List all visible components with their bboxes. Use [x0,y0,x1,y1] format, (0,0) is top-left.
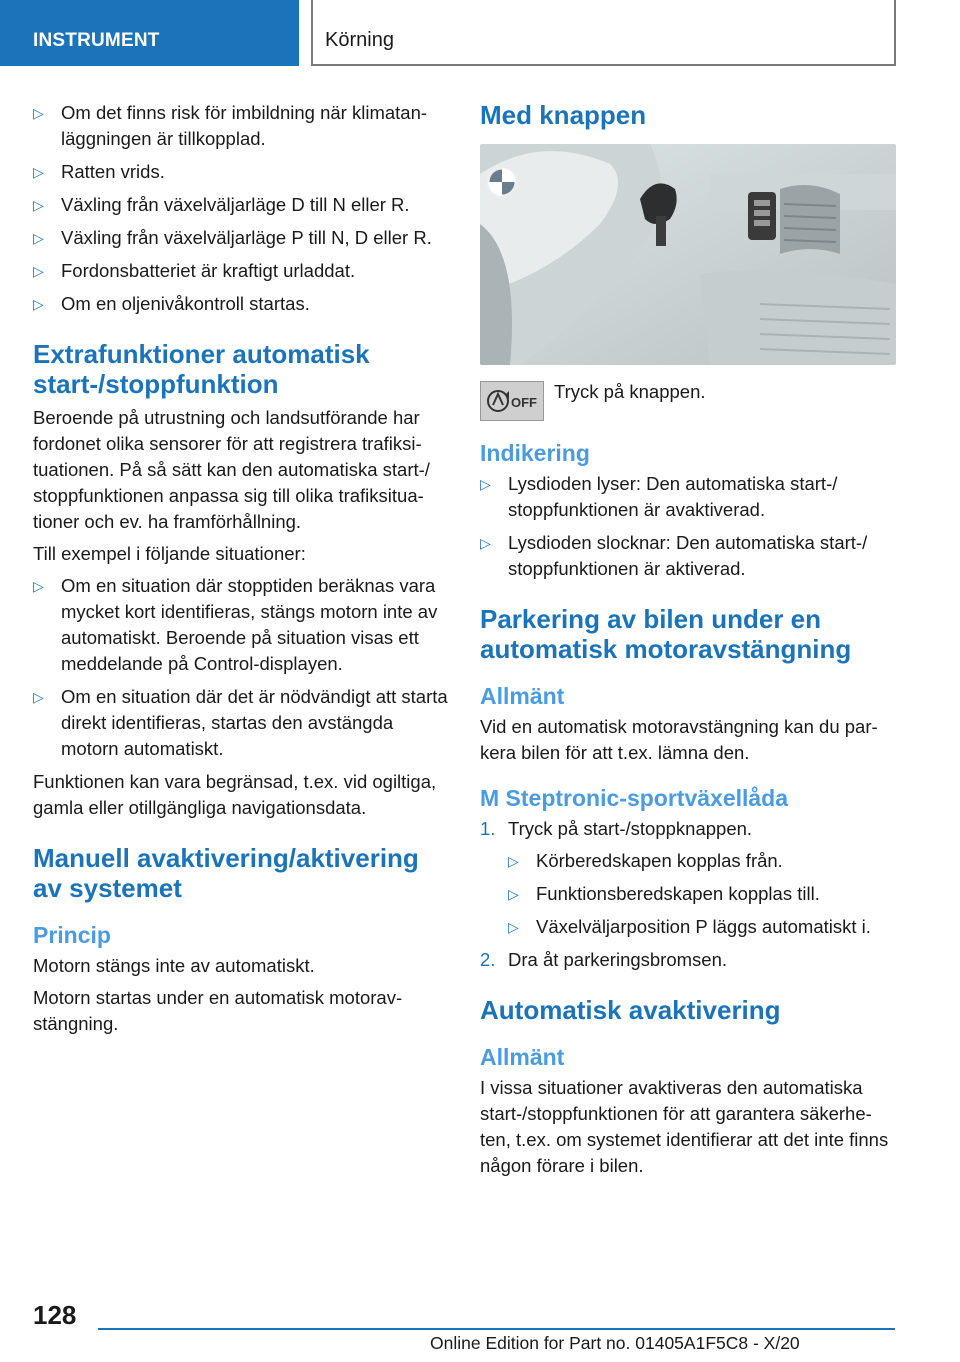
list-item: ▷ Växelväljarposition P läggs automatiskt i. [508,914,896,940]
list-item: ▷ Körberedskapen kopplas från. [508,848,896,874]
dashboard-photo [480,144,896,365]
triangle-bullet-icon: ▷ [33,689,44,705]
auto-start-stop-off-button-icon[interactable] [480,381,544,421]
triangle-bullet-icon: ▷ [33,105,44,121]
paragraph-example: Till exempel i följande situationer: [33,543,306,564]
triangle-bullet-icon: ▷ [33,263,44,279]
list-item: ▷ Växling från växelväljarläge D till N eller R. [33,192,449,218]
footer-divider [98,1328,895,1330]
heading-indikering: Indikering [480,440,590,466]
heading-steptronic: M Steptronic-sportväxellåda [480,785,789,811]
paragraph-princip-1: Motorn stängs inte av automatiskt. [33,955,315,976]
chapter-header [311,0,896,66]
heading-extra-functions: Extrafunktioner automatisk start-/stoppfunktion [33,339,370,399]
triangle-bullet-icon: ▷ [508,886,519,902]
list-item: ▷ Ratten vrids. [33,159,449,185]
paragraph-allmant-2: I vissa situationer avaktiveras den automatiska start-/stoppfunktionen för att garantera säkerheten, t.ex. om systemet identifierar att det inte finns någon förare i bilen. [480,1077,889,1176]
step-text: Tryck på start-/stoppknappen. [508,818,753,839]
triangle-bullet-icon: ▷ [480,476,491,492]
list-item: ▷ Lysdioden slocknar: Den automatiska start-/ stoppfunktionen är aktiverad. [480,532,868,579]
heading-parkering: Parkering av bilen under en automatisk motoravstängning [480,604,852,664]
triangle-bullet-icon: ▷ [33,197,44,213]
press-button-text: Tryck på knappen. [554,381,706,402]
left-column [33,100,449,1043]
situation-list [33,573,449,762]
heading-with-button: Med knappen [480,100,647,130]
triangle-bullet-icon: ▷ [480,535,491,551]
paragraph-allmant-1: Vid en automatisk motoravstängning kan du parkera bilen för att t.ex. lämna den. [480,716,878,763]
heading-automatic-deactivation: Automatisk avaktivering [480,995,781,1025]
list-item: ▷ Om det finns risk för imbildning när klimatanläggningen är tillkopplad. [33,102,428,149]
svg-text:OFF: OFF [511,395,537,410]
list-item: ▷ Funktionsberedskapen kopplas till. [508,881,896,907]
heading-allmant-2: Allmänt [480,1044,565,1070]
page-number: 128 [33,1300,77,1330]
step-item [480,947,896,973]
paragraph-princip-2: Motorn startas under en automatisk motoravstängning. [33,987,403,1034]
edition-text: Online Edition for Part no. 01405A1F5C8 - X/20 [430,1333,800,1353]
list-item: ▷ Om en oljenivåkontroll startas. [33,291,449,317]
paragraph-extra: Beroende på utrustning och landsutförande har fordonet olika sensorer för att registrera trafiksituationen. På så sätt kan den automatiska start-/ stoppfunktionen anpassa sig till olika trafiksituationer och ev. ha framförhållning. [33,407,430,532]
list-item: ▷ Om en situation där det är nödvändigt att starta direkt identifieras, startas den avstängda motorn automatiskt. [33,686,448,759]
triangle-bullet-icon: ▷ [508,919,519,935]
triangle-bullet-icon: ▷ [33,164,44,180]
chapter-title: Körning [325,29,394,51]
step-text: Dra åt parkeringsbromsen. [508,949,728,970]
triangle-bullet-icon: ▷ [33,230,44,246]
step-number: 2. [480,949,496,970]
sub-steps-list [508,848,896,940]
paragraph-limited: Funktionen kan vara begränsad, t.ex. vid ogiltiga, gamla eller otillgängliga navigationsdata. [33,771,437,818]
heading-allmant-1: Allmänt [480,683,565,709]
steps-list [480,816,896,973]
step-item [480,816,896,940]
step-number: 1. [480,818,496,839]
heading-princip: Princip [33,922,111,948]
condition-list [33,100,449,317]
indication-list [480,471,896,582]
list-item: ▷ Fordonsbatteriet är kraftigt urladdat. [33,258,449,284]
triangle-bullet-icon: ▷ [33,578,44,594]
section-tab [0,0,299,66]
heading-manual: Manuell avaktivering/aktivering av systemet [33,843,419,903]
section-title: INSTRUMENT [33,30,160,51]
triangle-bullet-icon: ▷ [508,853,519,869]
list-item: ▷ Lysdioden lyser: Den automatiska start-/ stoppfunktionen är avaktiverad. [480,473,838,520]
list-item: ▷ Växling från växelväljarläge P till N, D eller R. [33,225,449,251]
triangle-bullet-icon: ▷ [33,296,44,312]
right-column [480,100,896,1185]
button-instruction [480,381,896,421]
list-item: ▷ Om en situation där stopptiden beräknas vara mycket kort identifieras, stängs motorn inte av automatiskt. Beroende på situation visas ett meddelande på Control-displayen. [33,575,438,674]
